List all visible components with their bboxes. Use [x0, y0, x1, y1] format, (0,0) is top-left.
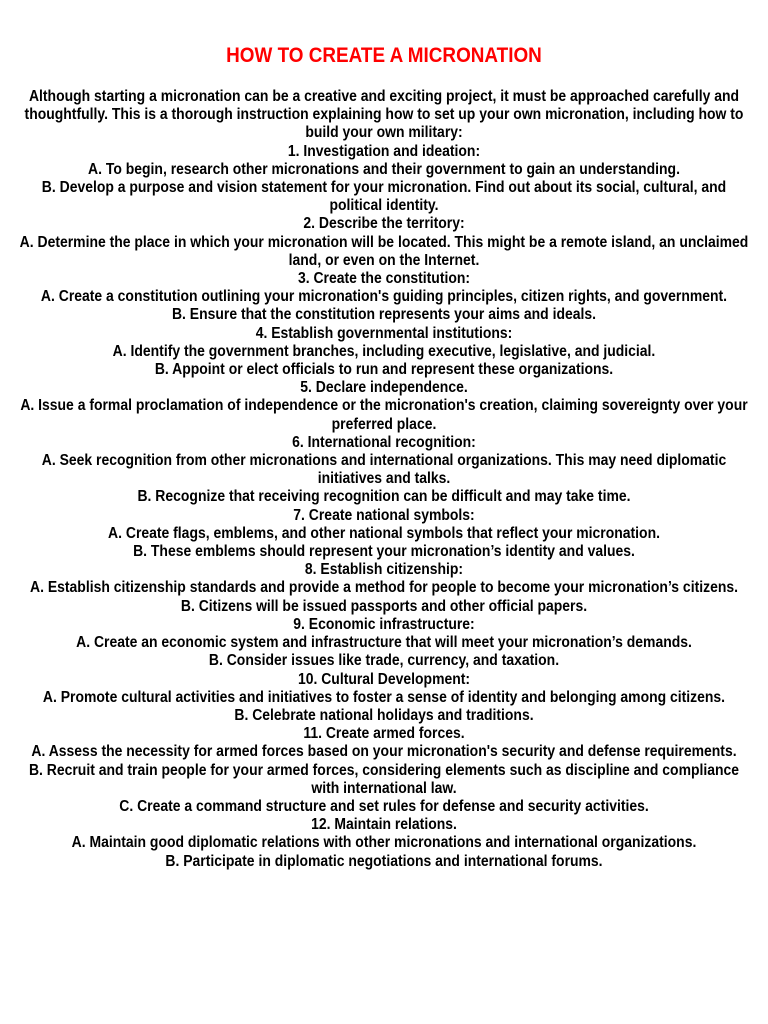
instruction-line: A. Establish citizenship standards and provide a method for people to become your micronation’s citizens.: [30, 579, 738, 597]
instruction-list: [14, 143, 754, 871]
instruction-line: B. Recognize that receiving recognition can be difficult and may take time.: [137, 488, 631, 506]
instruction-line: 11. Create armed forces.: [303, 725, 465, 743]
instruction-line: B. These emblems should represent your micronation’s identity and values.: [133, 543, 635, 561]
instruction-line: A. Seek recognition from other micronations and international organizations. This may need diplomatic initiatives and talks.: [41, 452, 727, 488]
instruction-line: B. Ensure that the constitution represents your aims and ideals.: [171, 306, 597, 324]
instruction-line: A. Create flags, emblems, and other national symbols that reflect your micronation.: [108, 524, 660, 542]
instruction-line: B. Recruit and train people for your armed forces, considering elements such as discipline and compliance with international law.: [28, 761, 740, 797]
instruction-line: A. Determine the place in which your micronation will be located. This might be a remote island, an unclaimed land, or even on the Internet.: [19, 233, 749, 269]
instruction-line: 5. Declare independence.: [300, 379, 468, 397]
instruction-line: B. Consider issues like trade, currency, and taxation.: [208, 652, 560, 670]
instruction-line: B. Celebrate national holidays and traditions.: [234, 706, 534, 724]
instruction-line: A. To begin, research other micronations and their government to gain an understanding.: [88, 160, 680, 178]
instruction-line: 9. Economic infrastructure:: [293, 615, 475, 633]
instruction-line: 3. Create the constitution:: [297, 270, 471, 288]
instruction-line: 7. Create national symbols:: [293, 506, 475, 524]
instruction-line: B. Develop a purpose and vision statement for your micronation. Find out about its social, cultural, and political identity.: [41, 179, 727, 215]
instruction-line: C. Create a command structure and set rules for defense and security activities.: [119, 797, 649, 815]
instruction-line: 8. Establish citizenship:: [304, 561, 464, 579]
instruction-line: A. Promote cultural activities and initiatives to foster a sense of identity and belonging among citizens.: [42, 688, 726, 706]
document-body: [14, 88, 754, 871]
instruction-line: 2. Describe the territory:: [303, 215, 465, 233]
instruction-line: 10. Cultural Development:: [297, 670, 471, 688]
instruction-line: 4. Establish governmental institutions:: [255, 324, 513, 342]
instruction-line: A. Create an economic system and infrastructure that will meet your micronation’s demands.: [76, 634, 692, 652]
instruction-line: 12. Maintain relations.: [311, 816, 457, 834]
instruction-line: B. Participate in diplomatic negotiations and international forums.: [165, 852, 603, 870]
instruction-line: A. Create a constitution outlining your micronation's guiding principles, citizen rights, and government.: [40, 288, 728, 306]
instruction-line: 6. International recognition:: [292, 433, 476, 451]
instruction-line: A. Assess the necessity for armed forces based on your micronation's security and defense requirements.: [31, 743, 737, 761]
document-title: HOW TO CREATE A MICRONATION: [226, 44, 542, 67]
instruction-line: B. Citizens will be issued passports and other official papers.: [180, 597, 588, 615]
intro-paragraph: Although starting a micronation can be a creative and exciting project, it must be approached carefully and thoughtfully. This is a thorough instruction explaining how to set up your own micronation, including how to build your own military:: [24, 88, 744, 142]
instruction-line: A. Maintain good diplomatic relations with other micronations and international organizations.: [71, 834, 697, 852]
instruction-line: 1. Investigation and ideation:: [287, 142, 481, 160]
instruction-line: A. Identify the government branches, including executive, legislative, and judicial.: [112, 342, 656, 360]
instruction-line: B. Appoint or elect officials to run and represent these organizations.: [154, 361, 614, 379]
instruction-line: A. Issue a formal proclamation of independence or the micronation's creation, claiming sovereignty over your preferred place.: [20, 397, 748, 433]
document-page: [14, 40, 754, 871]
